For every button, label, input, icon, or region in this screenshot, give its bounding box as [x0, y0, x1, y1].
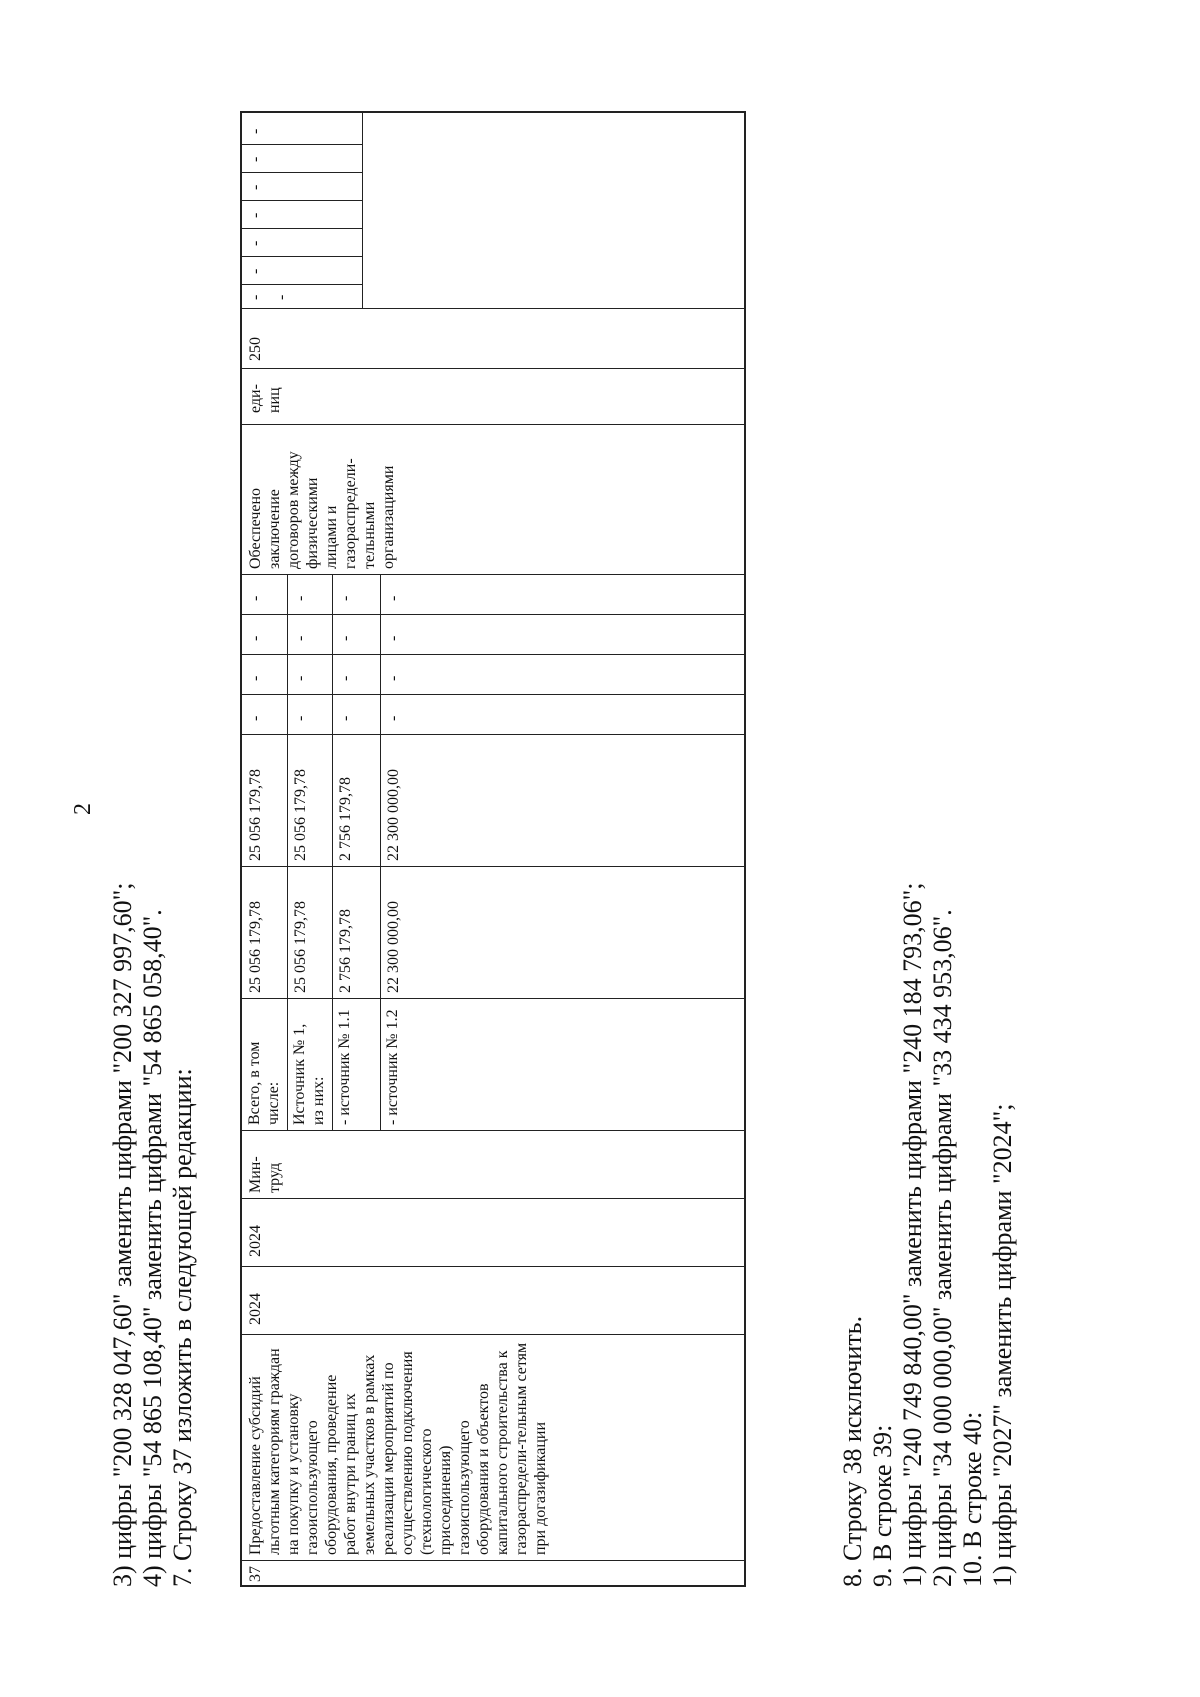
dash: -: [247, 212, 264, 218]
dash: -: [385, 675, 402, 681]
text-line: 4) цифры "54 865 108,40" заменить цифрами "54 865 058,40".: [138, 909, 167, 1587]
year-end: 2024: [247, 1225, 264, 1257]
year-start: 2024: [247, 1293, 264, 1325]
dash: -: [337, 595, 354, 601]
dash: -: [292, 675, 309, 681]
text-line: 1) цифры "240 749 840,00" заменить цифрами "240 184 793,06";: [898, 882, 927, 1587]
text-line: 3) цифры "200 328 047,60" заменить цифрами "200 327 997,60";: [108, 882, 137, 1587]
dash: -: [292, 715, 309, 721]
page-number: 2: [70, 803, 96, 815]
text-line: 1) цифры "2027" заменить цифрами "2024";: [988, 1103, 1017, 1587]
source-total: 25 056 179,78: [247, 901, 264, 993]
text-line: 9. В строке 39:: [868, 1424, 897, 1587]
source-label: - источник № 1.1: [336, 1009, 353, 1125]
source-2024: 25 056 179,78: [247, 769, 264, 861]
text-line: 10. В строке 40:: [958, 1411, 987, 1587]
dash: -: [337, 715, 354, 721]
source-2024: 2 756 179,78: [337, 777, 354, 861]
dash: -: [247, 675, 264, 681]
row-number: 37: [247, 1566, 264, 1582]
dash: -: [385, 635, 402, 641]
dash: -: [247, 715, 264, 721]
dash: -: [385, 595, 402, 601]
dash: -: [247, 156, 264, 162]
dash: -: [273, 294, 290, 300]
dash: -: [247, 595, 264, 601]
dash: -: [247, 635, 264, 641]
dash: -: [292, 595, 309, 601]
source-total: 22 300 000,00: [385, 901, 402, 993]
source-2024: 25 056 179,78: [292, 769, 309, 861]
source-2024: 22 300 000,00: [385, 769, 402, 861]
dash: -: [337, 635, 354, 641]
source-label: - источник № 1.2: [384, 1009, 401, 1125]
indicator-value: 250: [247, 337, 264, 361]
text-line: 2) цифры "34 000 000,00" заменить цифрами "33 434 953,06".: [928, 909, 957, 1587]
dash: -: [247, 128, 264, 134]
unit: еди-ниц: [247, 384, 283, 413]
dash: -: [337, 675, 354, 681]
dash: -: [247, 240, 264, 246]
text-line: 7. Строку 37 изложить в следующей редакции:: [168, 1068, 197, 1587]
measure-name: Предоставление субсидий льготным категориям граждан на покупку и установку газоиспользующего оборудования, проведение работ внутри границ их земельных участков в рамках реализации мероприятий по осуществлению подключения (технологического присоединения) газоиспользующего оборудования и объектов капитального строительства к газораспредели-тельным сетям при догазификации: [247, 1342, 549, 1555]
source-label: Источник № 1, из них:: [291, 1023, 327, 1125]
dash: -: [292, 635, 309, 641]
text-line: 8. Строку 38 исключить.: [838, 1315, 867, 1587]
dash: -: [247, 268, 264, 274]
executor: Мин-труд: [247, 1156, 283, 1193]
dash: -: [385, 715, 402, 721]
program-table: [240, 111, 746, 1587]
expected-result: Обеспечено заключение договоров между физическими лицами и газораспредели-тельными организациями: [247, 451, 397, 569]
dash: -: [247, 294, 264, 300]
dash: -: [247, 184, 264, 190]
source-label: Всего, в том числе:: [246, 1041, 282, 1125]
source-total: 25 056 179,78: [292, 901, 309, 993]
source-total: 2 756 179,78: [337, 909, 354, 993]
